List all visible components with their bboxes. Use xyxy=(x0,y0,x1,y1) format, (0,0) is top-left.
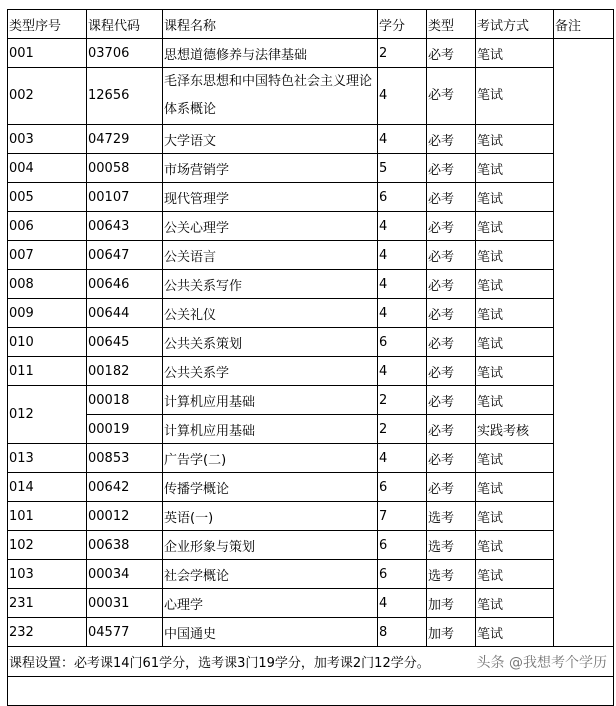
cell-exam: 笔试 xyxy=(476,183,554,212)
cell-code: 04729 xyxy=(87,125,163,154)
cell-credit: 6 xyxy=(378,531,427,560)
cell-name: 毛泽东思想和中国特色社会主义理论体系概论 xyxy=(163,68,378,125)
cell-code: 00644 xyxy=(87,299,163,328)
cell-name: 公共关系策划 xyxy=(163,328,378,357)
table-row xyxy=(8,212,614,241)
header-cell: 类型序号 xyxy=(8,10,87,39)
cell-name: 英语(一) xyxy=(163,502,378,531)
cell-type: 必考 xyxy=(427,183,476,212)
cell-code: 00643 xyxy=(87,212,163,241)
cell-no: 008 xyxy=(8,270,87,299)
cell-no: 009 xyxy=(8,299,87,328)
cell-type: 必考 xyxy=(427,299,476,328)
cell-exam: 笔试 xyxy=(476,473,554,502)
cell-name: 公共关系写作 xyxy=(163,270,378,299)
cell-code: 04577 xyxy=(87,618,163,647)
header-cell: 课程代码 xyxy=(87,10,163,39)
cell-name: 现代管理学 xyxy=(163,183,378,212)
cell-exam: 笔试 xyxy=(476,68,554,125)
cell-name: 心理学 xyxy=(163,589,378,618)
cell-exam: 笔试 xyxy=(476,328,554,357)
table-row xyxy=(8,183,614,212)
cell-credit: 4 xyxy=(378,270,427,299)
cell-no: 002 xyxy=(8,68,87,125)
cell-credit: 4 xyxy=(378,212,427,241)
cell-code: 00058 xyxy=(87,154,163,183)
course-table xyxy=(7,9,614,706)
header-row xyxy=(8,10,614,39)
cell-code: 00638 xyxy=(87,531,163,560)
table-row xyxy=(8,39,614,68)
cell-exam: 笔试 xyxy=(476,154,554,183)
course-summary xyxy=(8,647,614,677)
cell-type: 必考 xyxy=(427,68,476,125)
cell-type: 选考 xyxy=(427,560,476,589)
cell-code: 00019 xyxy=(87,415,163,444)
header-cell: 备注 xyxy=(554,10,614,39)
cell-name: 公关心理学 xyxy=(163,212,378,241)
header-cell: 类型 xyxy=(427,10,476,39)
cell-credit: 5 xyxy=(378,154,427,183)
summary-text: 课程设置：必考课14门61学分，选考课3门19学分，加考课2门12学分。 xyxy=(9,655,430,671)
table-row xyxy=(8,560,614,589)
cell-no: 014 xyxy=(8,473,87,502)
cell-name: 社会学概论 xyxy=(163,560,378,589)
cell-no: 232 xyxy=(8,618,87,647)
cell-name: 计算机应用基础 xyxy=(163,386,378,415)
cell-exam: 笔试 xyxy=(476,39,554,68)
cell-no: 231 xyxy=(8,589,87,618)
cell-exam: 笔试 xyxy=(476,618,554,647)
cell-credit: 6 xyxy=(378,328,427,357)
cell-code: 00182 xyxy=(87,357,163,386)
cell-type: 必考 xyxy=(427,154,476,183)
cell-name: 中国通史 xyxy=(163,618,378,647)
cell-exam: 笔试 xyxy=(476,444,554,473)
remarks-cell xyxy=(554,39,614,647)
cell-type: 必考 xyxy=(427,415,476,444)
cell-no: 003 xyxy=(8,125,87,154)
cell-credit: 6 xyxy=(378,183,427,212)
cell-code: 00646 xyxy=(87,270,163,299)
cell-type: 必考 xyxy=(427,212,476,241)
cell-name: 公关语言 xyxy=(163,241,378,270)
cell-credit: 2 xyxy=(378,386,427,415)
cell-no: 101 xyxy=(8,502,87,531)
cell-code: 00645 xyxy=(87,328,163,357)
cell-name: 企业形象与策划 xyxy=(163,531,378,560)
table-row xyxy=(8,473,614,502)
cell-type: 选考 xyxy=(427,502,476,531)
table-row xyxy=(8,328,614,357)
table-row xyxy=(8,589,614,618)
header-cell: 课程名称 xyxy=(163,10,378,39)
cell-type: 必考 xyxy=(427,357,476,386)
table-row xyxy=(8,68,614,125)
cell-exam: 笔试 xyxy=(476,270,554,299)
cell-code: 00647 xyxy=(87,241,163,270)
table-row xyxy=(8,270,614,299)
header-cell: 考试方式 xyxy=(476,10,554,39)
table-row xyxy=(8,357,614,386)
cell-credit: 6 xyxy=(378,560,427,589)
cell-code: 00012 xyxy=(87,502,163,531)
watermark: 头条 @我想考个学历 xyxy=(476,654,607,671)
cell-credit: 8 xyxy=(378,618,427,647)
cell-code: 00018 xyxy=(87,386,163,415)
cell-type: 加考 xyxy=(427,589,476,618)
cell-exam: 笔试 xyxy=(476,589,554,618)
cell-type: 必考 xyxy=(427,39,476,68)
cell-exam: 笔试 xyxy=(476,502,554,531)
cell-name: 大学语文 xyxy=(163,125,378,154)
cell-type: 加考 xyxy=(427,618,476,647)
cell-no: 011 xyxy=(8,357,87,386)
cell-name: 公关礼仪 xyxy=(163,299,378,328)
cell-code: 00031 xyxy=(87,589,163,618)
cell-credit: 6 xyxy=(378,473,427,502)
cell-code: 00853 xyxy=(87,444,163,473)
cell-exam: 实践考核 xyxy=(476,415,554,444)
cell-credit: 4 xyxy=(378,444,427,473)
cell-type: 必考 xyxy=(427,125,476,154)
cell-no: 005 xyxy=(8,183,87,212)
cell-type: 必考 xyxy=(427,444,476,473)
cell-code: 03706 xyxy=(87,39,163,68)
cell-name: 广告学(二) xyxy=(163,444,378,473)
cell-code: 00107 xyxy=(87,183,163,212)
cell-no: 013 xyxy=(8,444,87,473)
table-row xyxy=(8,241,614,270)
cell-name: 公共关系学 xyxy=(163,357,378,386)
table-row xyxy=(8,618,614,647)
cell-credit: 4 xyxy=(378,241,427,270)
cell-exam: 笔试 xyxy=(476,560,554,589)
table-row xyxy=(8,386,614,415)
cell-type: 必考 xyxy=(427,386,476,415)
cell-no: 012 xyxy=(8,386,87,444)
cell-no: 001 xyxy=(8,39,87,68)
cell-credit: 2 xyxy=(378,39,427,68)
cell-credit: 4 xyxy=(378,68,427,125)
cell-no: 010 xyxy=(8,328,87,357)
cell-credit: 4 xyxy=(378,589,427,618)
cell-no: 103 xyxy=(8,560,87,589)
table-row xyxy=(8,415,614,444)
cell-exam: 笔试 xyxy=(476,357,554,386)
table-row xyxy=(8,502,614,531)
cell-exam: 笔试 xyxy=(476,241,554,270)
cell-exam: 笔试 xyxy=(476,386,554,415)
cell-no: 006 xyxy=(8,212,87,241)
table-row xyxy=(8,154,614,183)
table-row xyxy=(8,531,614,560)
cell-type: 必考 xyxy=(427,473,476,502)
cell-name: 计算机应用基础 xyxy=(163,415,378,444)
cell-name: 市场营销学 xyxy=(163,154,378,183)
cell-name: 思想道德修养与法律基础 xyxy=(163,39,378,68)
cell-type: 必考 xyxy=(427,328,476,357)
cell-code: 12656 xyxy=(87,68,163,125)
cell-code: 00642 xyxy=(87,473,163,502)
cell-exam: 笔试 xyxy=(476,531,554,560)
cell-no: 007 xyxy=(8,241,87,270)
cell-no: 004 xyxy=(8,154,87,183)
cell-type: 必考 xyxy=(427,241,476,270)
header-cell: 学分 xyxy=(378,10,427,39)
cell-type: 必考 xyxy=(427,270,476,299)
footer-row xyxy=(8,647,614,677)
cell-credit: 7 xyxy=(378,502,427,531)
cell-credit: 4 xyxy=(378,357,427,386)
table-row xyxy=(8,125,614,154)
cell-credit: 4 xyxy=(378,299,427,328)
cell-credit: 4 xyxy=(378,125,427,154)
cell-name: 传播学概论 xyxy=(163,473,378,502)
cell-no: 102 xyxy=(8,531,87,560)
cell-exam: 笔试 xyxy=(476,125,554,154)
cell-credit: 2 xyxy=(378,415,427,444)
table-row xyxy=(8,444,614,473)
cell-exam: 笔试 xyxy=(476,212,554,241)
cell-type: 选考 xyxy=(427,531,476,560)
cell-code: 00034 xyxy=(87,560,163,589)
table-row xyxy=(8,299,614,328)
cell-exam: 笔试 xyxy=(476,299,554,328)
